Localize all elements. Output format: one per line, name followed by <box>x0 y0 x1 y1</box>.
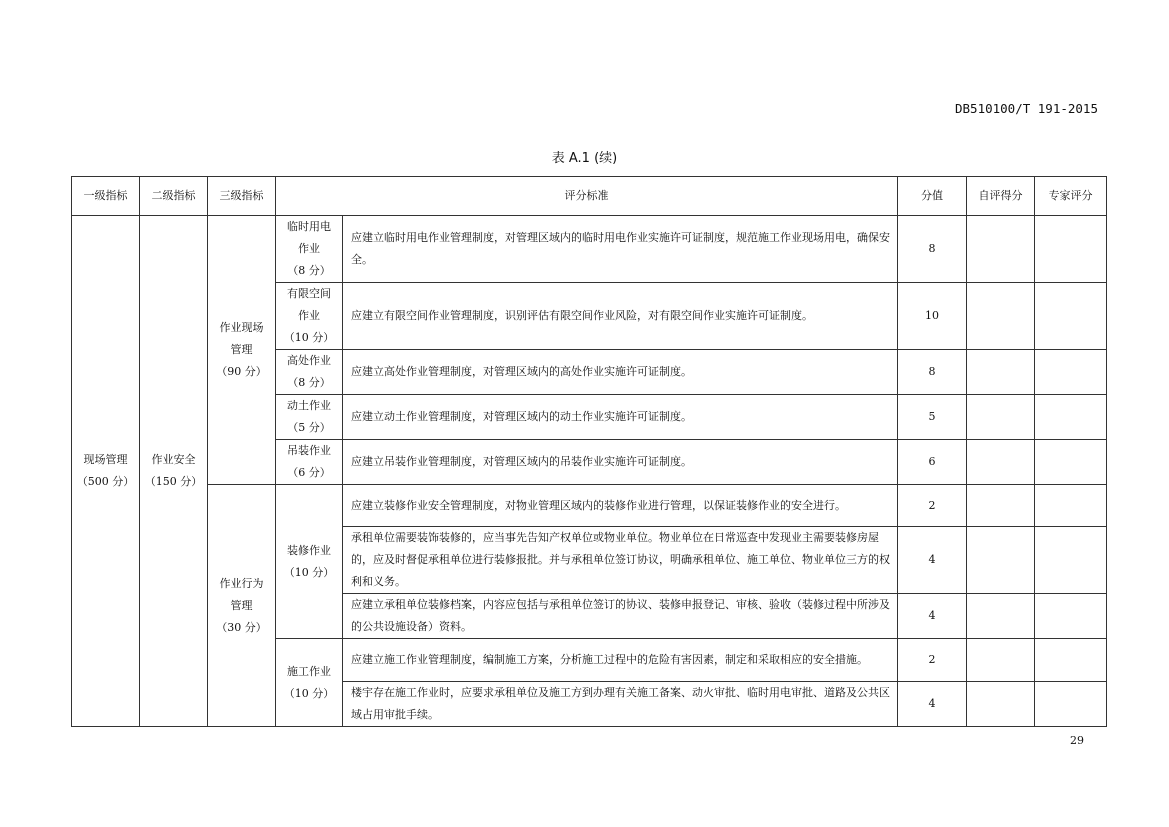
group-name-line2: 管理 <box>230 598 253 612</box>
points-cell: 8 <box>898 350 967 395</box>
item-line: 临时用电 <box>287 220 331 233</box>
level2-name: 作业安全 <box>151 453 196 466</box>
level1-score: （500 分） <box>76 475 135 488</box>
expert-score-cell <box>1035 527 1107 594</box>
criteria-cell: 楼宇存在施工作业时，应要求承租单位及施工方到办理有关施工备案、动火审批、临时用电审批、道路及公共区域占用审批手续。 <box>343 682 898 727</box>
col-header-level3: 三级指标 <box>208 177 276 216</box>
col-header-level2: 二级指标 <box>140 177 208 216</box>
expert-score-cell <box>1035 639 1107 682</box>
table-title: 表 A.1 (续) <box>551 151 618 166</box>
expert-score-cell <box>1035 283 1107 350</box>
page-number: 29 <box>1070 734 1084 747</box>
level1-cell <box>72 216 140 727</box>
item-cell <box>276 485 343 639</box>
expert-score-cell <box>1035 216 1107 283</box>
col-header-criteria: 评分标准 <box>276 177 898 216</box>
col-header-level1: 一级指标 <box>72 177 140 216</box>
self-score-cell <box>967 527 1035 594</box>
level2-score: （150 分） <box>144 475 203 488</box>
table-row <box>72 216 1107 283</box>
group-name-line2: 管理 <box>230 343 253 356</box>
item-cell <box>276 350 343 395</box>
group-score: （30 分） <box>216 620 267 634</box>
item-line: 吊装作业 <box>287 444 331 457</box>
item-line: 有限空间 <box>287 287 331 300</box>
item-cell <box>276 216 343 283</box>
group-score: （90 分） <box>216 365 267 378</box>
group-name-line1: 作业行为 <box>219 576 264 590</box>
criteria-cell: 应建立临时用电作业管理制度，对管理区域内的临时用电作业实施许可证制度，规范施工作业现场用电，确保安全。 <box>343 216 898 283</box>
expert-score-cell <box>1035 440 1107 485</box>
points-cell: 4 <box>898 527 967 594</box>
points-cell: 2 <box>898 485 967 527</box>
points-cell: 6 <box>898 440 967 485</box>
item-line: （8 分） <box>287 264 331 277</box>
item-line: 装修作业 <box>287 543 331 557</box>
item-line: （10 分） <box>283 565 335 579</box>
self-score-cell <box>967 485 1035 527</box>
item-line: 作业 <box>298 309 320 322</box>
points-cell: 5 <box>898 395 967 440</box>
criteria-cell: 应建立有限空间作业管理制度，识别评估有限空间作业风险，对有限空间作业实施许可证制度。 <box>343 283 898 350</box>
self-score-cell <box>967 216 1035 283</box>
criteria-cell: 应建立高处作业管理制度，对管理区域内的高处作业实施许可证制度。 <box>343 350 898 395</box>
item-line: 动土作业 <box>287 399 331 412</box>
level2-cell <box>140 216 208 727</box>
self-score-cell <box>967 395 1035 440</box>
item-line: （5 分） <box>287 421 331 434</box>
expert-score-cell <box>1035 485 1107 527</box>
item-line: 施工作业 <box>287 664 331 678</box>
item-line: （6 分） <box>287 466 331 479</box>
group-cell <box>208 216 276 485</box>
item-cell <box>276 639 343 727</box>
self-score-cell <box>967 594 1035 639</box>
criteria-cell: 应建立施工作业管理制度，编制施工方案，分析施工过程中的危险有害因素，制定和采取相应的安全措施。 <box>343 639 898 682</box>
expert-score-cell <box>1035 350 1107 395</box>
criteria-cell: 应建立装修作业安全管理制度，对物业管理区域内的装修作业进行管理，以保证装修作业的安全进行。 <box>343 485 898 527</box>
group-cell <box>208 485 276 727</box>
item-line: （10 分） <box>283 686 335 700</box>
points-cell: 4 <box>898 682 967 727</box>
col-header-self-score: 自评得分 <box>967 177 1035 216</box>
item-line: （8 分） <box>287 376 331 389</box>
level1-name: 现场管理 <box>83 453 128 466</box>
points-cell: 4 <box>898 594 967 639</box>
self-score-cell <box>967 682 1035 727</box>
evaluation-table <box>71 176 1107 727</box>
item-line: 高处作业 <box>287 354 331 367</box>
points-cell: 10 <box>898 283 967 350</box>
document-code: DB510100/T 191-2015 <box>955 101 1098 116</box>
header-row <box>72 177 1107 216</box>
col-header-points: 分值 <box>898 177 967 216</box>
self-score-cell <box>967 350 1035 395</box>
item-line: （10 分） <box>283 331 335 344</box>
criteria-cell: 应建立承租单位装修档案，内容应包括与承租单位签订的协议、装修申报登记、审核、验收（装修过程中所涉及的公共设施设备）资料。 <box>343 594 898 639</box>
expert-score-cell <box>1035 594 1107 639</box>
points-cell: 8 <box>898 216 967 283</box>
item-line: 作业 <box>298 242 320 255</box>
self-score-cell <box>967 639 1035 682</box>
self-score-cell <box>967 440 1035 485</box>
criteria-cell: 应建立动土作业管理制度，对管理区域内的动土作业实施许可证制度。 <box>343 395 898 440</box>
item-cell <box>276 283 343 350</box>
self-score-cell <box>967 283 1035 350</box>
points-cell: 2 <box>898 639 967 682</box>
criteria-cell: 应建立吊装作业管理制度，对管理区域内的吊装作业实施许可证制度。 <box>343 440 898 485</box>
col-header-expert-score: 专家评分 <box>1035 177 1107 216</box>
expert-score-cell <box>1035 682 1107 727</box>
item-cell <box>276 395 343 440</box>
criteria-cell: 承租单位需要装饰装修的，应当事先告知产权单位或物业单位。物业单位在日常巡查中发现业主需要装修房屋的，应及时督促承租单位进行装修报批。并与承租单位签订协议，明确承租单位、施工单位、物业单位三方的权利和义务。 <box>343 527 898 594</box>
table-row <box>72 485 1107 527</box>
expert-score-cell <box>1035 395 1107 440</box>
group-name-line1: 作业现场 <box>219 321 264 334</box>
item-cell <box>276 440 343 485</box>
